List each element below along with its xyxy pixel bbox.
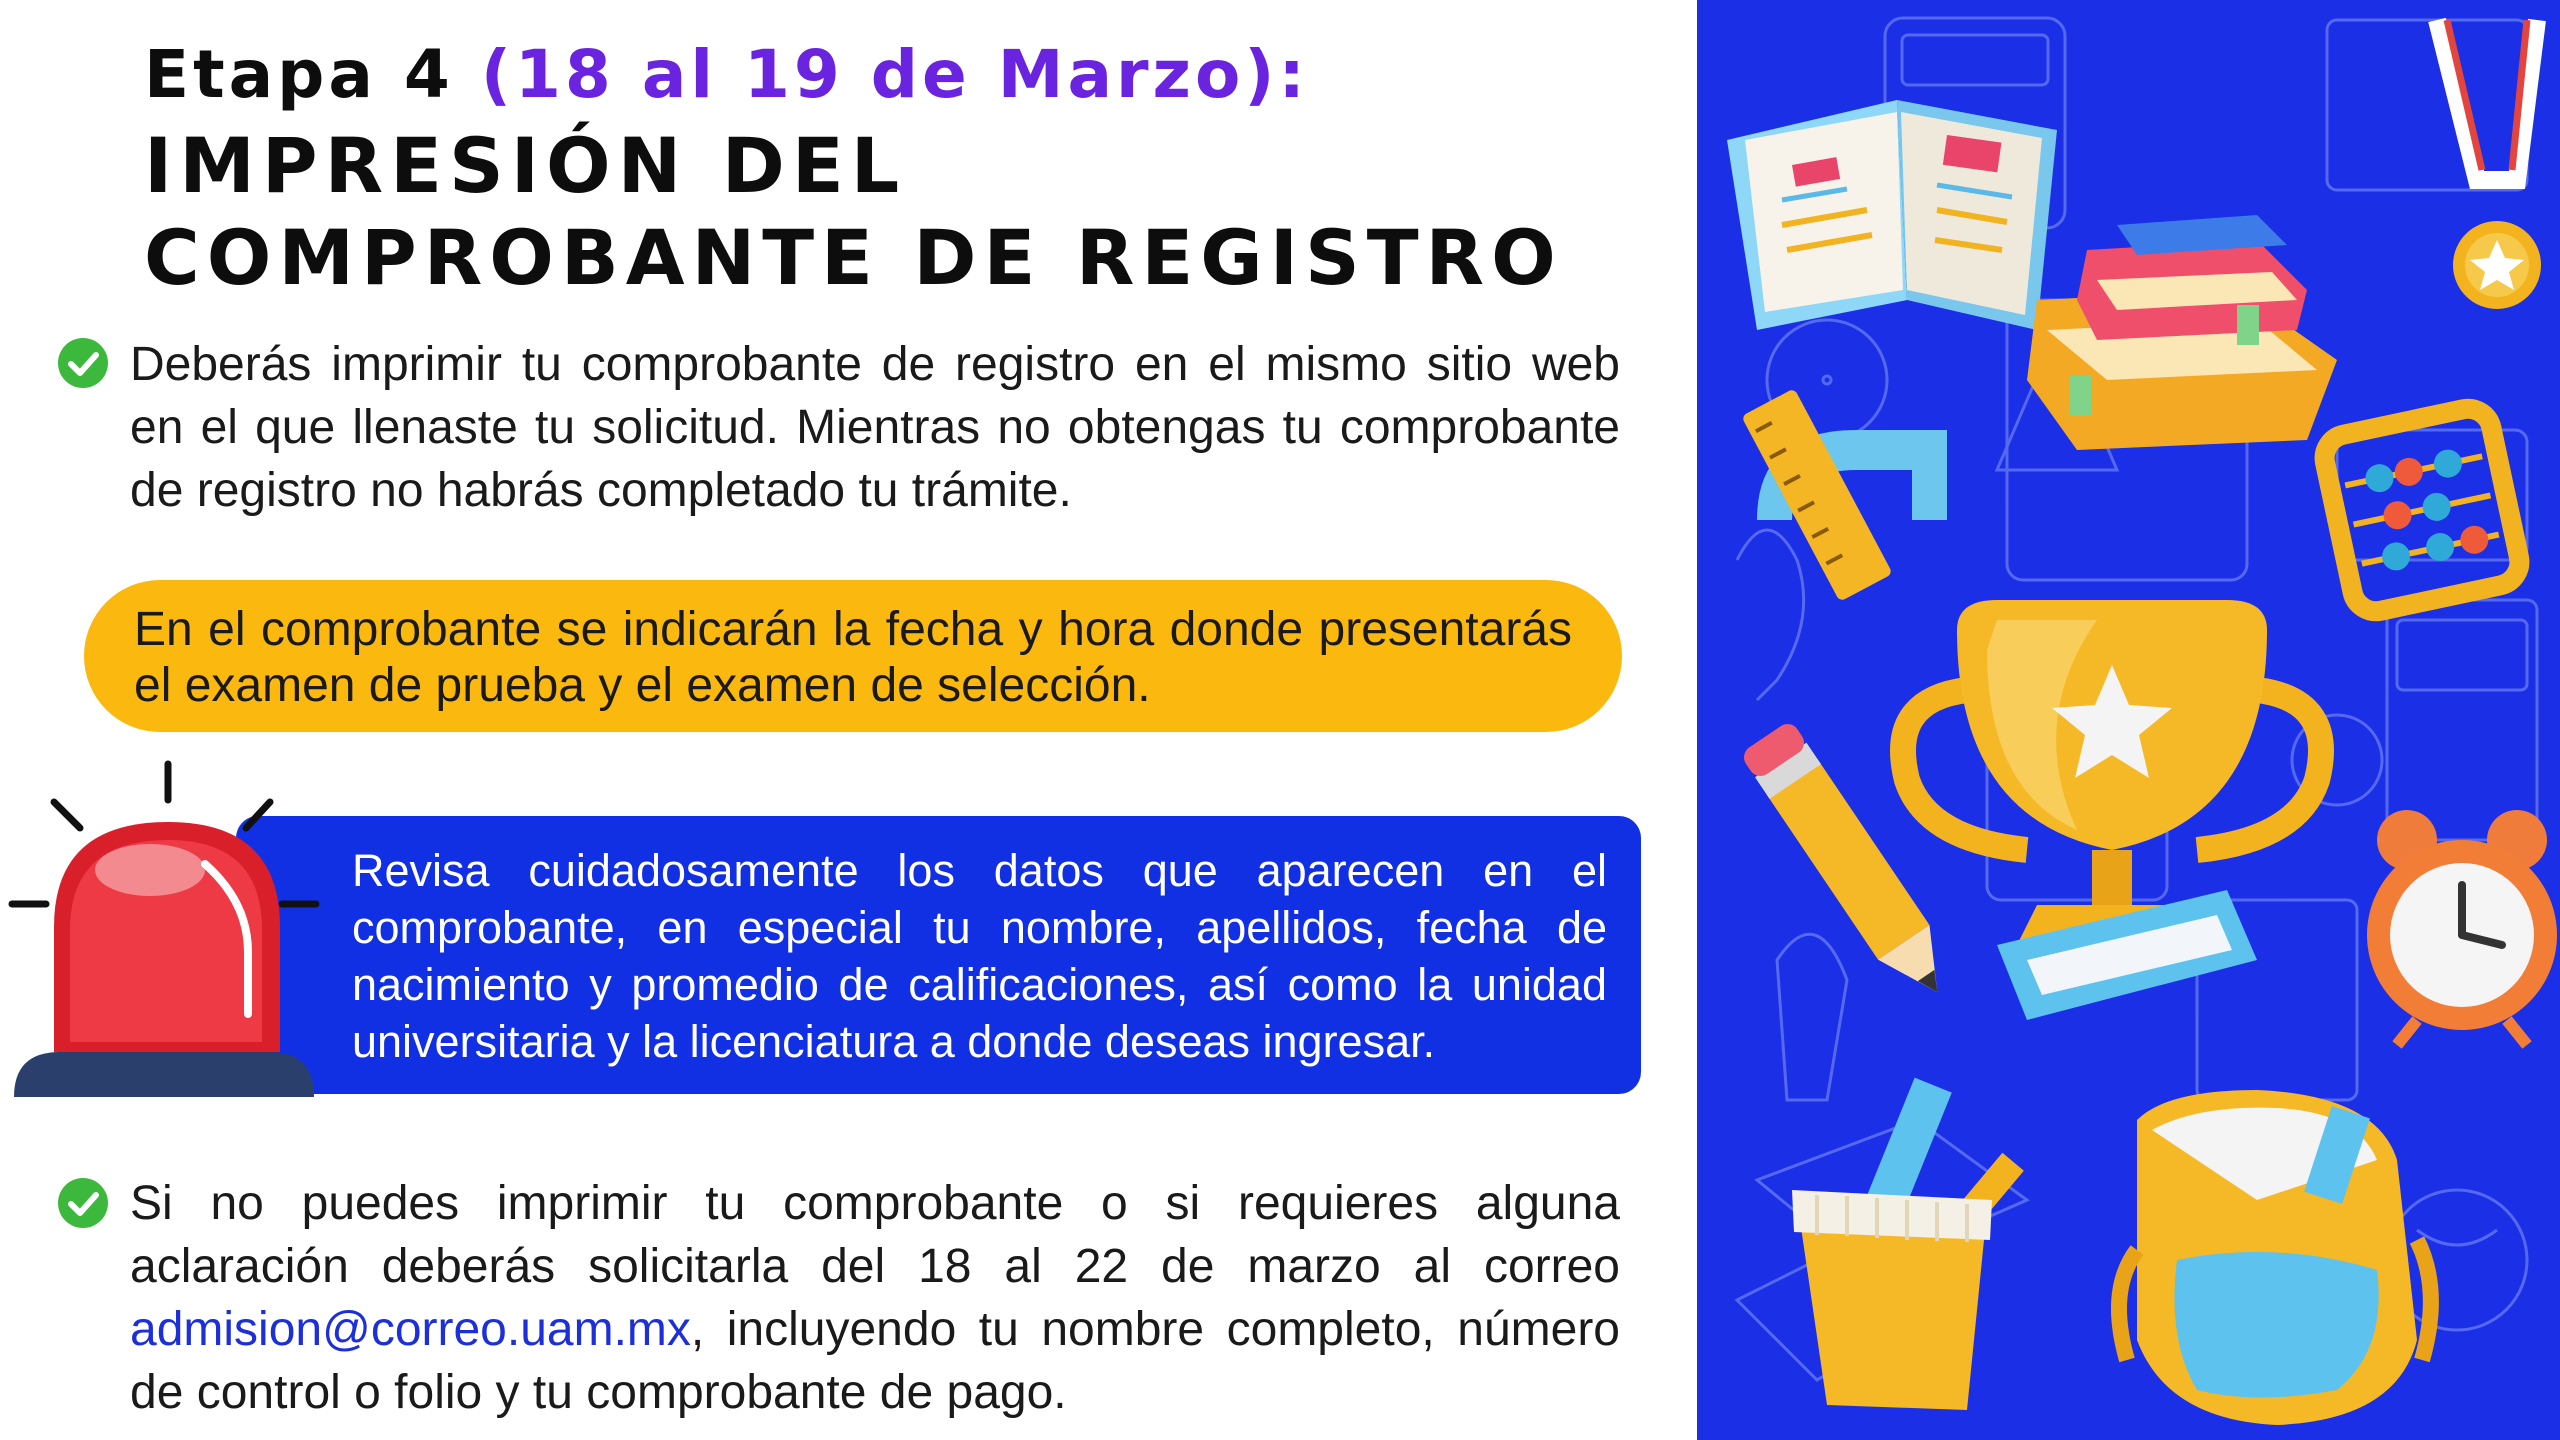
backpack-icon [2119, 1090, 2431, 1425]
alarm-siren-icon [0, 752, 330, 1102]
pencil-cup-icon [1792, 1078, 2024, 1410]
ruler-protractor-icon [1741, 388, 1947, 602]
review-data-notice [236, 816, 1641, 1094]
stacked-books-icon [2027, 215, 2337, 450]
title-heading: IMPRESIÓN DEL COMPROBANTE DE REGISTRO [144, 121, 1563, 302]
check-circle-icon [58, 338, 108, 388]
school-supplies-illustration [1697, 0, 2560, 1440]
trophy-icon [1903, 600, 2321, 1020]
open-book-icon [1727, 100, 2057, 330]
support-text-after: , incluyendo tu nombre completo, número de control o folio y tu comprobante de pago. [130, 1303, 1620, 1419]
alarm-clock-icon [2367, 810, 2557, 1045]
support-email-link[interactable]: admision@correo.uam.mx [130, 1303, 691, 1356]
instruction-paragraph: Deberás imprimir tu comprobante de registro en el mismo sitio web en el que llenaste tu solicitud. Mientras no obtengas tu comprobante de registro no habrás completado tu trámite. [130, 338, 1620, 517]
exam-date-notice-text: En el comprobante se indicarán la fecha y hora donde presentarás el examen de prueba y el examen de selección. [134, 603, 1572, 712]
illustration-panel [1697, 0, 2560, 1440]
support-text-before: Si no puedes imprimir tu comprobante o si requieres alguna aclaración deberás solicitarla del 18 al 22 de marzo al correo [130, 1177, 1620, 1293]
title-dates: (18 al 19 de Marzo): [480, 36, 1309, 113]
page-title [144, 30, 1674, 304]
support-paragraph [130, 1172, 1620, 1424]
title-stage: Etapa 4 [144, 36, 481, 113]
check-circle-icon [58, 1178, 108, 1228]
pencil-icon [1739, 719, 1963, 1009]
title-stage-line [144, 30, 1674, 120]
abacus-icon [2320, 404, 2524, 615]
exam-date-notice [84, 580, 1622, 732]
review-data-notice-text: Revisa cuidadosamente los datos que aparecen en el comprobante, en especial tu nombre, apellidos, fecha de nacimiento y promedio de calificaciones, así como la unidad universitaria y la licenciatura a donde deseas ingresar. [352, 845, 1607, 1067]
medal-icon [2437, 20, 2541, 309]
